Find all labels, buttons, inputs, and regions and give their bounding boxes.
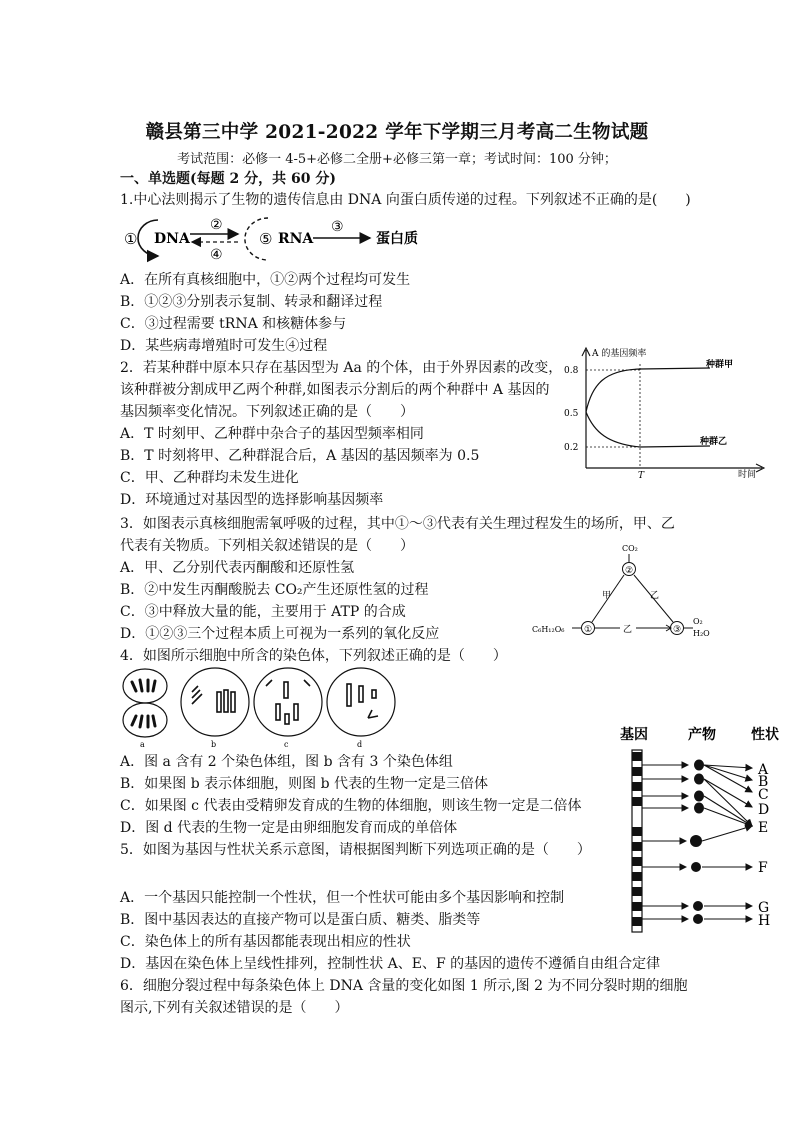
protein-label: 蛋白质	[376, 231, 418, 247]
co2-label: CO₂	[622, 544, 638, 553]
glucose-label: C₆H₁₂O₆	[532, 625, 565, 634]
q4-stem: 4．如图所示细胞中所含的染色体，下列叙述正确的是（ ）	[120, 648, 507, 664]
yi-mid-label: 乙	[623, 625, 633, 635]
trait-h: H	[758, 913, 771, 929]
q5-option-a: A．一个基因只能控制一个性状，但一个性状可能由多个基因影响和控制	[120, 890, 565, 906]
series-label-a: 种群甲	[706, 360, 734, 370]
q6-stem-line2: 图示,下列有关叙述错误的是（ ）	[120, 1000, 349, 1016]
process-1-label: ①	[124, 230, 138, 248]
q2-stem-line1: 2．若某种群中原本只存在基因型为 Aa 的个体，由于外界因素的改变，	[120, 360, 563, 376]
q1-option-b: B．①②③分别表示复制、转录和翻译过程	[120, 294, 383, 310]
q3-option-b: B．②中发生丙酮酸脱去 CO₂产生还原性氢的过程	[120, 582, 429, 598]
q2-stem-line3: 基因频率变化情况。下列叙述正确的是（ ）	[120, 404, 414, 420]
yi-top-label: 乙	[650, 591, 660, 601]
q6-stem-line1: 6．细胞分裂过程中每条染色体上 DNA 含量的变化如图 1 所示,图 2 为不同分裂时期的细胞	[120, 978, 688, 994]
q1-option-a: A．在所有真核细胞中，①②两个过程均可发生	[120, 272, 411, 288]
exam-info: 考试范围：必修一 4-5+必修二全册+必修三第一章；考试时间：100 分钟；	[177, 152, 617, 167]
q3-stem-line1: 3．如图表示真核细胞需氧呼吸的过程，其中①～③代表有关生理过程发生的场所，甲、乙	[120, 516, 675, 532]
trait-g: G	[758, 900, 770, 916]
cell-a-label: a	[140, 740, 145, 749]
q3-stem-line2: 代表有关物质。下列相关叙述错误的是（ ）	[120, 538, 414, 554]
cell-d-chromosomes	[347, 684, 378, 718]
trait-b: B	[758, 774, 769, 790]
respiration-diagram	[530, 540, 730, 642]
product-header: 产物	[688, 727, 716, 743]
q5-option-b: B．图中基因表达的直接产物可以是蛋白质、糖类、脂类等	[120, 912, 481, 928]
process-4-label: ④	[210, 247, 223, 263]
q4-option-b: B．如果图 b 表示体细胞，则图 b 代表的生物一定是三倍体	[120, 776, 489, 792]
curve-population-b	[586, 412, 710, 447]
cell-c-label: c	[284, 740, 289, 749]
q2-option-b: B．T 时刻将甲、乙种群混合后，A 基因的基因频率为 0.5	[120, 448, 480, 464]
cell-b	[181, 668, 249, 736]
trait-d: D	[758, 802, 770, 818]
q3-option-d: D．①②③三个过程本质上可视为一系列的氧化反应	[120, 626, 440, 642]
q3-option-a: A．甲、乙分别代表丙酮酸和还原性氢	[120, 560, 355, 576]
process-2-label: ②	[210, 217, 223, 233]
cell-a-upper	[123, 669, 167, 703]
q2-option-d: D．环境通过对基因型的选择影响基因频率	[120, 492, 384, 508]
q2-option-a: A．T 时刻甲、乙种群中杂合子的基因型频率相同	[120, 426, 424, 442]
q1-stem: 1.中心法则揭示了生物的遗传信息由 DNA 向蛋白质传递的过程。下列叙述不正确的是( )	[120, 192, 691, 208]
chromosome-cells-figure	[118, 664, 418, 750]
trait-a: A	[758, 762, 769, 778]
product-trait-arrows	[702, 765, 752, 919]
gene-trait-diagram	[612, 722, 792, 938]
q4-option-c: C．如果图 c 代表由受精卵发育成的生物的体细胞，则该生物一定是二倍体	[120, 798, 582, 814]
product-dots	[690, 760, 704, 925]
cell-b-chromosomes	[192, 686, 235, 712]
site-1-label: ①	[584, 625, 593, 635]
trait-f: F	[758, 860, 768, 876]
q1-option-d: D．某些病毒增殖时可发生④过程	[120, 338, 328, 354]
gene-product-arrows	[642, 765, 688, 919]
q2-option-c: C．甲、乙种群均未发生进化	[120, 470, 299, 486]
curve-population-a	[586, 368, 710, 412]
q2-stem-line2: 该种群被分割成甲乙两个种群,如图表示分割后的两个种群中 A 基因的	[120, 382, 550, 398]
h2o-label: H₂O	[693, 629, 710, 638]
cell-b-label: b	[211, 740, 217, 749]
site-2-label: ②	[625, 566, 634, 576]
central-dogma-diagram	[118, 212, 448, 264]
y-tick-02: 0.2	[564, 443, 579, 453]
t-label: T	[638, 471, 645, 480]
q1-option-c: C．③过程需要 tRNA 和核糖体参与	[120, 316, 347, 332]
cell-d-label: d	[357, 740, 363, 749]
graph-y-label: A 的基因频率	[592, 349, 647, 359]
x-axis-label: 时间	[738, 470, 757, 480]
process-3-label: ③	[331, 219, 344, 235]
o2-label: O₂	[693, 617, 703, 626]
rna-label: RNA	[278, 231, 314, 247]
cell-c	[254, 668, 322, 736]
cell-c-chromosomes	[266, 680, 310, 724]
q5-stem: 5．如图为基因与性状关系示意图，请根据图判断下列选项正确的是（ ）	[120, 842, 591, 858]
q5-option-c: C．染色体上的所有基因都能表现出相应的性状	[120, 934, 411, 950]
trait-c: C	[758, 787, 769, 803]
trait-e: E	[758, 820, 769, 836]
q3-option-c: C．③中释放大量的能，主要用于 ATP 的合成	[120, 604, 406, 620]
cell-a-lower	[123, 703, 167, 737]
dna-label: DNA	[154, 231, 190, 247]
section-heading: 一、单选题(每题 2 分，共 60 分)	[120, 171, 336, 187]
series-label-b: 种群乙	[700, 437, 728, 447]
y-tick-05: 0.5	[564, 409, 579, 419]
gene-frequency-graph	[560, 344, 770, 480]
jia-label: 甲	[602, 591, 612, 601]
process-5-label: ⑤	[259, 230, 273, 248]
gene-header: 基因	[620, 727, 648, 743]
q5-option-d: D．基因在染色体上呈线性排列，控制性状 A、E、F 的基因的遗传不遵循自由组合定律	[120, 956, 661, 972]
q4-option-d: D．图 d 代表的生物一定是由卵细胞发育而成的单倍体	[120, 820, 458, 836]
trait-labels	[757, 762, 770, 929]
site-3-label: ③	[673, 625, 682, 635]
page-title: 赣县第三中学 2021-2022 学年下学期三月考高二生物试题	[145, 122, 649, 143]
y-tick-08: 0.8	[564, 366, 579, 376]
q4-option-a: A．图 a 含有 2 个染色体组，图 b 含有 3 个染色体组	[120, 754, 453, 770]
trait-header: 性状	[751, 727, 779, 743]
